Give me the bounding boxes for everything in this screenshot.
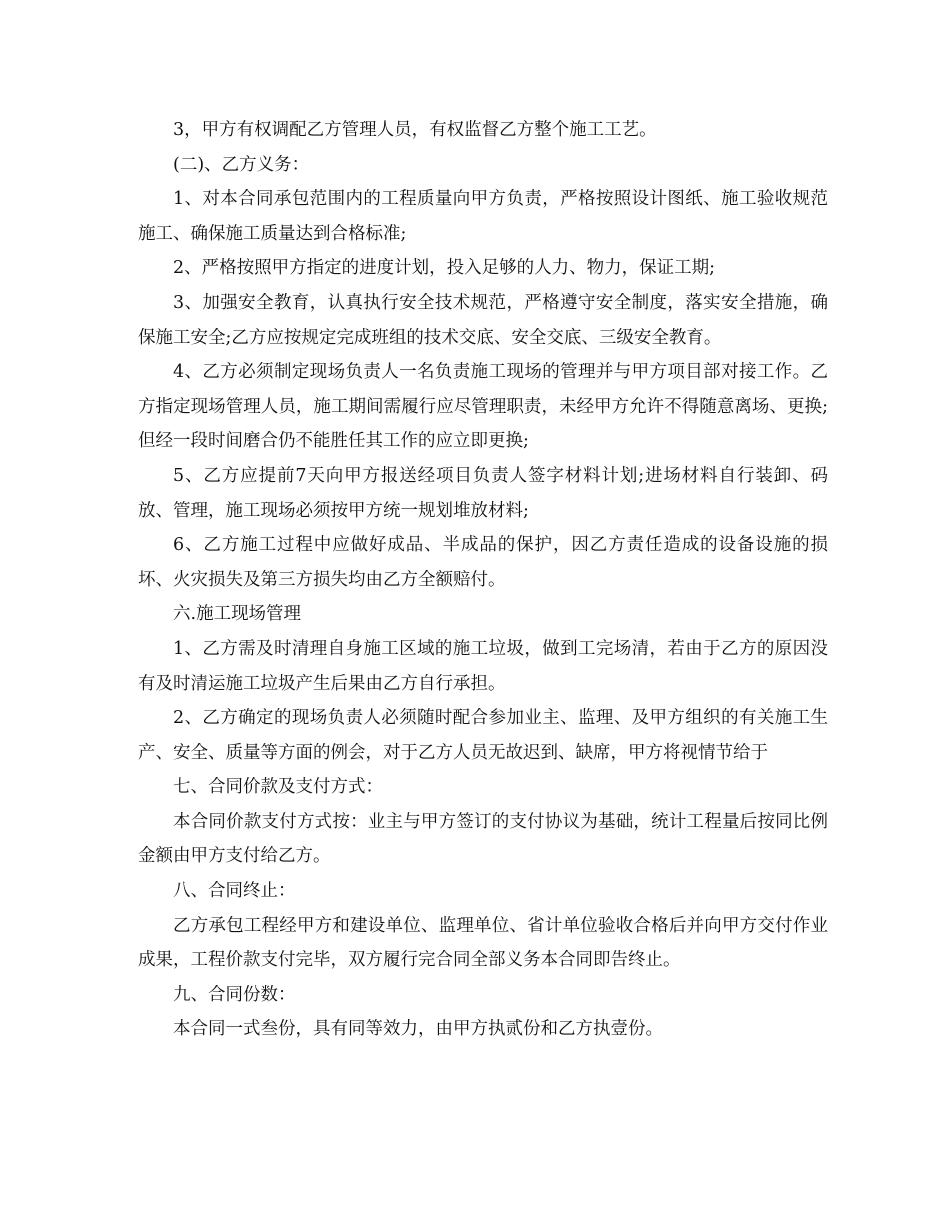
heading-contract-price: 七、合同价款及支付方式： <box>173 777 383 798</box>
heading-site-management: 六.施工现场管理 <box>173 604 302 625</box>
paragraph-contract-price: 本合同价款支付方式按：业主与甲方签订的支付协议为基础，统计工程量后按同比例金额由甲方支付给乙方。 <box>138 811 828 867</box>
paragraph-party-b-obligation-3: 3、加强安全教育，认真执行安全技术规范，严格遵守安全制度，落实安全措施，确保施工安全;乙方应按规定完成班组的技术交底、安全交底、三级安全教育。 <box>138 292 828 348</box>
heading-party-b-obligations: (二)、乙方义务： <box>173 154 310 175</box>
paragraph-party-b-obligation-5: 5、乙方应提前7天向甲方报送经项目负责人签字材料计划;进场材料自行装卸、码放、管理，施工现场必须按甲方统一规划堆放材料; <box>138 465 828 521</box>
paragraph-party-a-right-3: 3，甲方有权调配乙方管理人员，有权监督乙方整个施工工艺。 <box>173 120 657 140</box>
paragraph-party-b-obligation-4: 4、乙方必须制定现场负责人一名负责施工现场的管理并与甲方项目部对接工作。乙方指定现场管理人员，施工期间需履行应尽管理职责，未经甲方允许不得随意离场、更换;但经一段时间磨合仍不能胜任其工作的应立即更换; <box>138 362 828 452</box>
heading-contract-termination: 八、合同终止： <box>173 881 296 902</box>
paragraph-contract-copies: 本合同一式叁份，具有同等效力，由甲方执贰份和乙方执壹份。 <box>173 1019 663 1040</box>
paragraph-party-b-obligation-6: 6、乙方施工过程中应做好成品、半成品的保护，因乙方责任造成的设备设施的损坏、火灾损失及第三方损失均由乙方全额赔付。 <box>138 535 828 590</box>
paragraph-site-management-2: 2、乙方确定的现场负责人必须随时配合参加业主、监理、及甲方组织的有关施工生产、安全、质量等方面的例会，对于乙方人员无故迟到、缺席，甲方将视情节给于 <box>138 708 828 763</box>
paragraph-party-b-obligation-1: 1、对本合同承包范围内的工程质量向甲方负责，严格按照设计图纸、施工验收规范施工、确保施工质量达到合格标准; <box>138 189 828 244</box>
paragraph-contract-termination: 乙方承包工程经甲方和建设单位、监理单位、省计单位验收合格后并向甲方交付作业成果，工程价款支付完毕，双方履行完合同全部义务本合同即告终止。 <box>138 915 828 971</box>
heading-contract-copies: 九、合同份数： <box>173 984 296 1005</box>
paragraph-site-management-1: 1、乙方需及时清理自身施工区域的施工垃圾，做到工完场清，若由于乙方的原因没有及时清运施工垃圾产生后果由乙方自行承担。 <box>138 638 828 694</box>
paragraph-party-b-obligation-2: 2、严格按照甲方指定的进度计划，投入足够的人力、物力，保证工期; <box>173 258 716 279</box>
document-body <box>138 113 828 1047</box>
